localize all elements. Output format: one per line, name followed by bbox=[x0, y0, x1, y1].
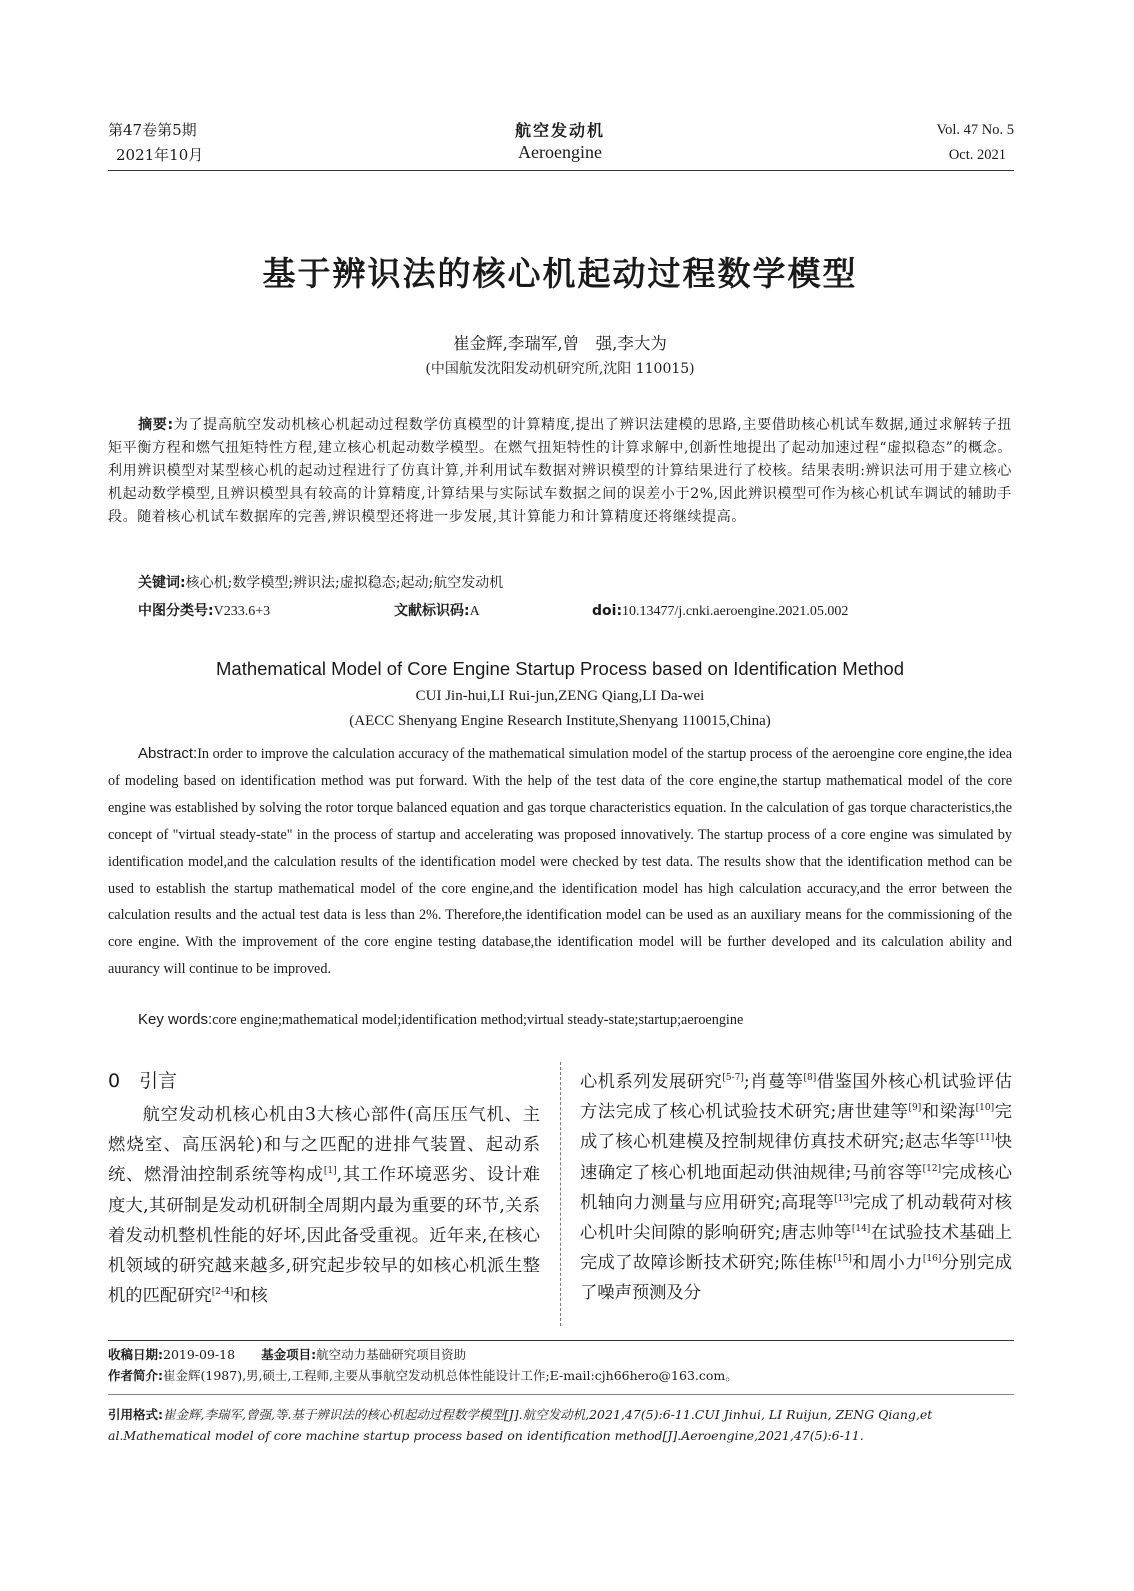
affiliation-en: (AECC Shenyang Engine Research Institute,Shenyang 110015,China) bbox=[349, 713, 771, 729]
section-heading: 0 引言 bbox=[108, 1070, 178, 1092]
keywords-cn-text: 核心机;数学模型;辨识法;虚拟稳态;起动;航空发动机 bbox=[185, 575, 504, 591]
reference-5: [9] bbox=[908, 1103, 922, 1114]
authors-en: CUI Jin-hui,LI Rui-jun,ZENG Qiang,LI Da-wei bbox=[415, 688, 705, 704]
abstract-en bbox=[108, 741, 1012, 983]
keywords-en-label: Key words: bbox=[138, 1011, 213, 1028]
reference-8: [12] bbox=[922, 1163, 942, 1174]
keywords-cn-label: 关键词: bbox=[138, 575, 186, 591]
clc-value: V233.6+3 bbox=[213, 604, 271, 619]
header-volume-issue-en: Vol. 47 No. 5 bbox=[936, 122, 1014, 138]
reference-4: [8] bbox=[803, 1073, 817, 1084]
reference-1: [1] bbox=[323, 1166, 337, 1177]
document-code bbox=[394, 600, 480, 623]
reference-11: [15] bbox=[833, 1254, 852, 1265]
abstract-en-label: Abstract: bbox=[138, 745, 198, 762]
reference-7: [11] bbox=[975, 1133, 995, 1144]
reference-12: [16] bbox=[922, 1254, 942, 1265]
received-label: 收稿日期: bbox=[108, 1347, 163, 1362]
affiliation-cn: (中国航发沈阳发动机研究所,沈阳 110015) bbox=[425, 361, 695, 377]
abstract-cn-text: 为了提高航空发动机核心机起动过程数学仿真模型的计算精度,提出了辨识法建模的思路,主要借助核心机试车数据,通过求解转子扭矩平衡方程和燃气扭矩特性方程,建立核心机起动数学模型。在燃气扭矩特性的计算求解中,创新性地提出了起动加速过程“虚拟稳态”的概念。利用辨识模型对某型核心机的起动过程进行了仿真计算,并利用试车数据对辨识模型的计算结果进行了校核。结果表明:辨识法可用于建立核心机起动数学模型,且辨识模型具有较高的计算精度,计算结果与实际试车数据之间的误差小于2%,因此辨识模型可作为核心机试车调试的辅助手段。随着核心机试车数据库的完善,辨识模型还将进一步发展,其计算能力和计算精度还将继续提高。 bbox=[108, 417, 1012, 525]
fund-text: 航空动力基础研究项目资助 bbox=[316, 1347, 467, 1362]
reference-9: [13] bbox=[834, 1194, 853, 1205]
footnote-author bbox=[108, 1366, 1014, 1386]
document-code-label: 文献标识码: bbox=[394, 603, 470, 619]
citation-rule bbox=[108, 1394, 1014, 1395]
citation bbox=[108, 1404, 1014, 1446]
keywords-en bbox=[108, 1009, 1012, 1031]
doi-label: doi: bbox=[592, 603, 623, 619]
header-date-cn: 2021年10月 bbox=[116, 146, 204, 164]
doi-value: 10.13477/j.cnki.aeroengine.2021.05.002 bbox=[622, 604, 849, 619]
authors-cn: 崔金辉,李瑞军,曾 强,李大为 bbox=[453, 334, 667, 353]
reference-6: [10] bbox=[975, 1103, 995, 1114]
reference-10: [14] bbox=[851, 1224, 871, 1235]
received-date: 2019-09-18 bbox=[163, 1347, 236, 1362]
intro-left-column: 航空发动机核心机由3大核心部件(高压压气机、主燃烧室、高压涡轮)和与之匹配的进排气装置、起动系统、燃滑油控制系统等构成[1],其工作环境恶劣、设计难度大,其研制是发动机研制全周期内最为重要的环节,关系着发动机整机性能的好坏,因此备受重视。近年来,在核心机领域的研究越来越多,研究起步较早的如核心机派生整机的匹配研究[2-4]和核 bbox=[108, 1105, 540, 1307]
header-rule bbox=[108, 170, 1014, 171]
column-divider bbox=[560, 1062, 561, 1326]
intro-right-column: 心机系列发展研究[5-7];肖蔓等[8]借鉴国外核心机试验评估方法完成了核心机试验技术研究;唐世建等[9]和梁海[10]完成了核心机建模及控制规律仿真技术研究;赵志华等[11]快速确定了核心机地面起动供油规律;马前容等[12]完成核心机轴向力测量与应用研究;高琨等[13]完成了机动载荷对核心机叶尖间隙的影响研究;唐志帅等[14]在试验技术基础上完成了故障诊断技术研究;陈佳栋[15]和周小力[16]分别完成了噪声预测及分 bbox=[580, 1072, 1012, 1304]
keywords-en-text: core engine;mathematical model;identification method;virtual steady-state;startup;aeroengine bbox=[212, 1012, 744, 1028]
citation-text: 崔金辉,李瑞军,曾强,等.基于辨识法的核心机起动过程数学模型[J].航空发动机,2021,47(5):6-11.CUI Jinhui, LI Ruijun, ZENG Qiang,et al.Mathematical model of core machine startup process based on identification method[J].Aeroengine,2021,47(5):6-11. bbox=[108, 1407, 933, 1443]
document-code-value: A bbox=[469, 604, 480, 619]
author-bio-label: 作者简介: bbox=[108, 1368, 163, 1383]
clc-number bbox=[138, 600, 270, 623]
citation-label: 引用格式: bbox=[108, 1407, 163, 1422]
keywords-cn bbox=[108, 572, 1012, 595]
header-date-en: Oct. 2021 bbox=[948, 147, 1006, 163]
abstract-cn bbox=[108, 414, 1012, 529]
fund-label: 基金项目: bbox=[261, 1347, 317, 1362]
paper-title-en: Mathematical Model of Core Engine Startup Process based on Identification Method bbox=[216, 658, 904, 679]
paper-title-cn: 基于辨识法的核心机起动过程数学模型 bbox=[262, 254, 858, 293]
abstract-en-text: In order to improve the calculation accuracy of the mathematical simulation model of the startup process of the aeroengine core engine,the idea of modeling based on identification method was put forward. With the help of the test data of the core engine,the startup mathematical model of the core engine was established by solving the rotor torque balanced equation and gas torque characteristics equation. In the calculation of gas torque characteristics,the concept of "virtual steady-state" in the process of startup and accelerating was proposed innovatively. The startup process of a core engine was simulated by identification model,and the calculation results of the identification model were checked by test data. The results show that the identification method can be used to establish the startup mathematical model of the core engine,and the identification model has high calculation accuracy,and the error between the calculation results and the actual test data is less than 2%. Therefore,the identification model can be used as an auxiliary means for the commissioning of the core engine. With the improvement of the core engine testing database,the identification model will be further developed and its calculation ability and auurancy will continue to be improved. bbox=[108, 746, 1012, 978]
abstract-cn-label: 摘要: bbox=[138, 417, 174, 433]
footnote-rule bbox=[108, 1340, 1014, 1341]
header-volume-issue-cn: 第47卷第5期 bbox=[108, 121, 197, 139]
footnote-received bbox=[108, 1345, 1014, 1365]
header-journal-cn: 航空发动机 bbox=[514, 121, 605, 140]
reference-2: [2-4] bbox=[211, 1287, 234, 1298]
header-journal-en: Aeroengine bbox=[518, 142, 602, 162]
clc-label: 中图分类号: bbox=[138, 603, 214, 619]
author-bio-text: 崔金辉(1987),男,硕士,工程师,主要从事航空发动机总体性能设计工作;E-mail:cjh66hero@163.com。 bbox=[163, 1368, 738, 1383]
reference-3: [5-7] bbox=[722, 1073, 744, 1084]
doi bbox=[592, 600, 848, 623]
